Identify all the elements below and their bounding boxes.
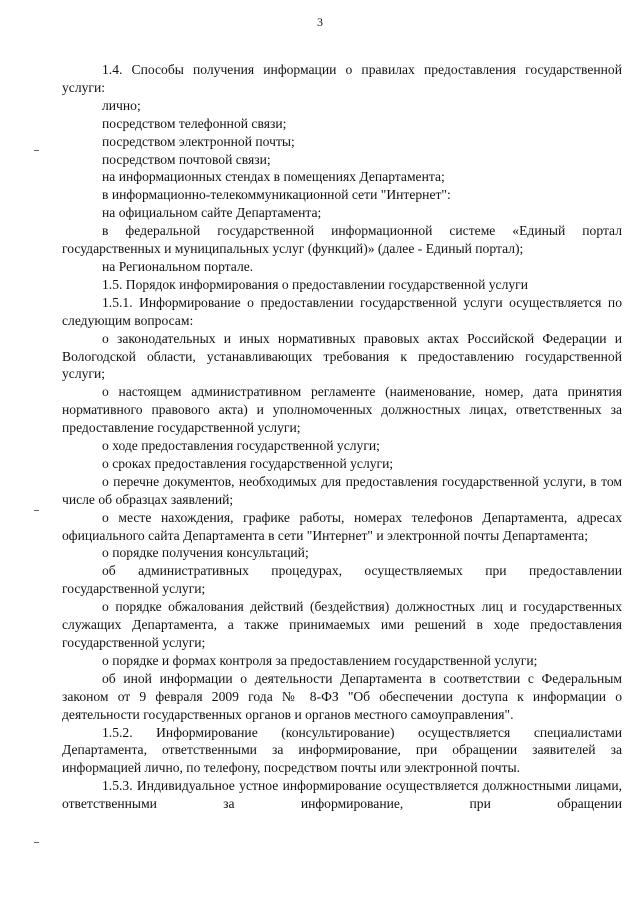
- paragraph: об иной информации о деятельности Департамента в соответствии с Федеральным законом от 9 февраля 2009 года № 8-ФЗ "Об обеспечении доступа к информации о деятельности государственных органов и органов местного самоуправления".: [62, 670, 622, 722]
- paragraph: в федеральной государственной информационной системе «Единый портал государственных и муниципальных услуг (функций)» (далее - Единый портал);: [62, 223, 622, 257]
- margin-mark: [34, 842, 39, 843]
- margin-mark: [34, 510, 39, 511]
- paragraph: о перечне документов, необходимых для предоставления государственной услуги, в том числе об образцах заявлений;: [62, 473, 622, 507]
- list-item: в информационно-телекоммуникационной сети "Интернет":: [102, 187, 451, 203]
- list-item: на информационных стендах в помещениях Департамента;: [102, 169, 445, 185]
- page-number: 3: [317, 15, 323, 29]
- list-item: о сроках предоставления государственной услуги;: [102, 455, 394, 471]
- list-item: посредством электронной почты;: [102, 133, 295, 149]
- list-item: на официальном сайте Департамента;: [102, 205, 322, 221]
- paragraph: 1.5.3. Индивидуальное устное информирование осуществляется должностными лицами, ответственными за информирование, при обращении: [62, 778, 622, 812]
- list-item: о порядке и формах контроля за предоставлением государственной услуги;: [102, 652, 538, 668]
- paragraph: о месте нахождения, графике работы, номерах телефонов Департамента, адресах официального сайта Департамента в сети "Интернет" и электронной почты Департамента;: [62, 509, 622, 543]
- list-item: лично;: [102, 97, 141, 113]
- list-item: о порядке получения консультаций;: [102, 545, 309, 561]
- list-item: на Региональном портале.: [102, 258, 254, 274]
- paragraph: о законодательных и иных нормативных правовых актах Российской Федерации и Вологодской области, устанавливающих требования к предоставлению государственной услуги;: [62, 330, 622, 382]
- paragraph: 1.5.2. Информирование (консультирование) осуществляется специалистами Департамента, ответственными за информирование, при обращении заявителей за информацией лично, по телефону, посредством почты или электронной почты.: [62, 724, 622, 776]
- section-heading: 1.5. Порядок информирования о предоставлении государственной услуги: [102, 276, 529, 292]
- paragraph: 1.4. Способы получения информации о правилах предоставления государственной услуги:: [62, 62, 622, 95]
- paragraph: о порядке обжалования действий (бездействия) должностных лиц и государственных служащих Департамента, а также принимаемых ими решений в ходе предоставления государственной услуги;: [62, 599, 622, 650]
- paragraph: об административных процедурах, осуществляемых при предоставлении государственной услуги;: [62, 563, 622, 597]
- document-body: [62, 61, 622, 813]
- paragraph: 1.5.1. Информирование о предоставлении государственной услуги осуществляется по следующим вопросам:: [62, 294, 622, 328]
- margin-mark: [34, 150, 39, 151]
- paragraph: о настоящем административном регламенте (наименование, номер, дата принятия нормативного правового акта) и уполномоченных должностных лицах, ответственных за предоставление государственной услуги;: [62, 384, 622, 436]
- list-item: посредством телефонной связи;: [102, 115, 287, 131]
- list-item: посредством почтовой связи;: [102, 151, 271, 167]
- list-item: о ходе предоставления государственной услуги;: [102, 438, 380, 454]
